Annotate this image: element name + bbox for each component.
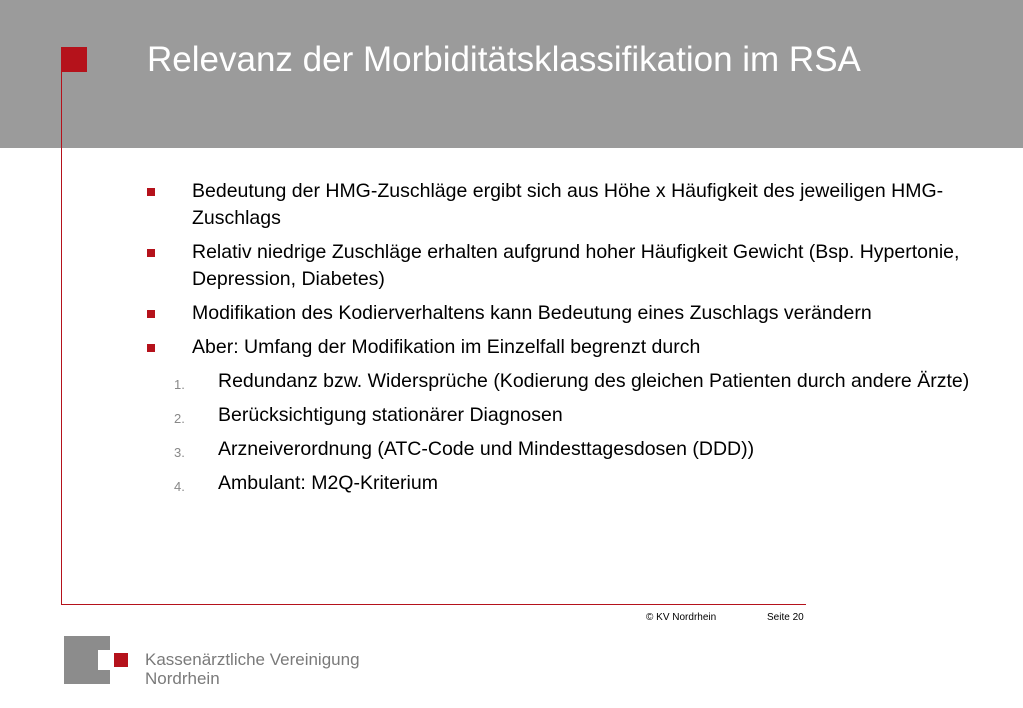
logo-line-1: Kassenärztliche Vereinigung [145,650,360,669]
bullet-text: Modifikation des Kodierverhaltens kann Bedeutung eines Zuschlags verändern [192,302,872,324]
bullet-square-icon [147,310,155,318]
bottom-rule [61,604,806,605]
numbered-index: 3. [174,445,185,460]
bullet-square-icon [147,344,155,352]
slide-content [147,178,987,504]
bullet-square-icon [147,188,155,196]
bullet-text: Bedeutung der HMG-Zuschläge ergibt sich aus Höhe x Häufigkeit des jeweiligen HMG-Zuschlags [192,180,944,229]
footer-page-number: Seite 20 [767,612,804,623]
numbered-text: Ambulant: M2Q-Kriterium [218,472,438,494]
numbered-item [147,470,987,497]
bullet-text: Relativ niedrige Zuschläge erhalten aufgrund hoher Häufigkeit Gewicht (Bsp. Hypertonie, Depression, Diabetes) [192,241,960,290]
kv-logo-icon [64,636,134,684]
numbered-index: 4. [174,479,185,494]
bullet-item [147,334,987,361]
numbered-text: Arzneiverordnung (ATC-Code und Mindesttagesdosen (DDD)) [218,438,755,460]
bullet-text: Aber: Umfang der Modifikation im Einzelfall begrenzt durch [192,336,701,358]
logo-text [145,650,360,688]
footer-copyright: © KV Nordrhein [646,612,717,623]
numbered-index: 1. [174,377,185,392]
numbered-index: 2. [174,411,185,426]
logo-line-2: Nordrhein [145,669,220,688]
accent-square [61,47,87,72]
numbered-item [147,368,987,395]
left-rule [61,72,62,605]
bullet-item [147,300,987,327]
numbered-item [147,402,987,429]
numbered-text: Redundanz bzw. Widersprüche (Kodierung des gleichen Patienten durch andere Ärzte) [218,370,970,392]
bullet-item [147,178,987,232]
bullet-item [147,239,987,293]
numbered-text: Berücksichtigung stationärer Diagnosen [218,404,563,426]
numbered-item [147,436,987,463]
bullet-square-icon [147,249,155,257]
slide-title: Relevanz der Morbiditätsklassifikation im RSA [147,40,861,79]
